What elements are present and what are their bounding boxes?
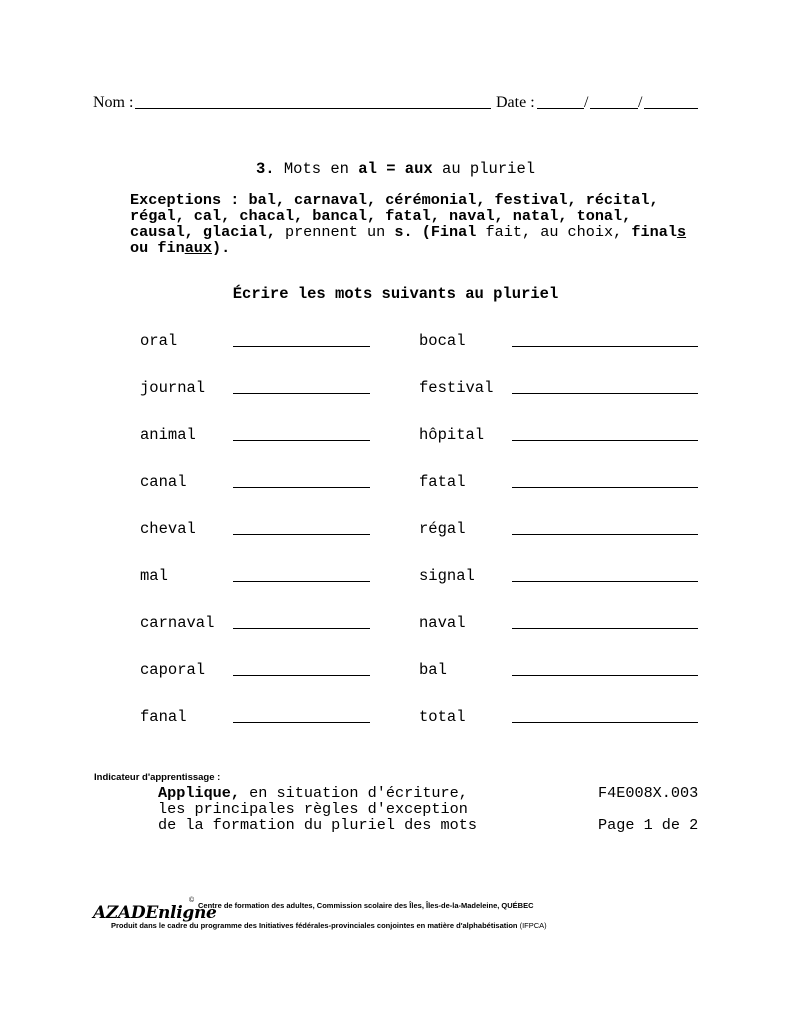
word-right: fatal [419,473,466,491]
exceptions-text: s [676,223,687,241]
answer-line-left[interactable] [233,346,370,347]
answer-line-left[interactable] [233,581,370,582]
exceptions-line: régal, cal, chacal, bancal, fatal, naval, natal, tonal, [130,207,632,225]
word-right: naval [419,614,466,632]
answer-line-right[interactable] [512,393,698,394]
credit-line: Centre de formation des adultes, Commission scolaire des Îles, Îles-de-la-Madeleine, QUÉBEC [198,901,534,910]
answer-line-left[interactable] [233,393,370,394]
exceptions-line: causal, glacial, [130,223,276,241]
answer-line-left[interactable] [233,534,370,535]
answer-line-right[interactable] [512,487,698,488]
word-left: journal [140,379,206,397]
indicator-verb: Applique, [158,784,241,802]
answer-line-right[interactable] [512,628,698,629]
word-right: signal [419,567,475,585]
answer-line-left[interactable] [233,487,370,488]
answer-line-left[interactable] [233,675,370,676]
date-label: Date : [496,94,535,111]
exceptions-text: prennent un [284,223,386,241]
exceptions-text: aux [184,239,213,257]
word-left: oral [140,332,178,350]
answer-line-left[interactable] [233,628,370,629]
word-right: bocal [419,332,466,350]
word-left: carnaval [140,614,215,632]
credit-text: Produit dans le cadre du programme des Initiatives fédérales-provinciales conjointes en matière d'alphabétisation [111,921,518,930]
word-right: régal [419,520,466,538]
word-right: festival [419,379,494,397]
section-rule: al = aux [358,160,433,178]
indicator-label: Indicateur d'apprentissage : [94,772,221,783]
word-left: animal [140,426,196,444]
name-label: Nom : [93,94,134,111]
date-day-line[interactable] [537,108,584,109]
indicator-text: en situation d'écriture, [249,784,468,802]
word-left: fanal [140,708,187,726]
indicator-line: de la formation du pluriel des mots [158,816,477,834]
document-code: F4E008X.003 [598,784,699,802]
instruction-title: Écrire les mots suivants au pluriel [232,285,559,303]
exceptions-text: s. [394,223,413,241]
exceptions-paragraph [130,192,698,256]
section-text: au pluriel [442,160,536,178]
date-slash: / [584,94,589,111]
word-left: cheval [140,520,196,538]
answer-line-right[interactable] [512,722,698,723]
answer-line-right[interactable] [512,346,698,347]
word-left: mal [140,567,168,585]
answer-line-right[interactable] [512,534,698,535]
exceptions-line: Exceptions : bal, carnaval, cérémonial, festival, récital, [130,191,659,209]
answer-line-left[interactable] [233,722,370,723]
section-text: Mots en [283,160,349,178]
exceptions-text: (Final [421,223,477,241]
answer-line-right[interactable] [512,440,698,441]
page-number: Page 1 de 2 [598,816,699,834]
exceptions-text: ). [212,239,231,257]
date-year-line[interactable] [644,108,698,109]
section-title [0,160,791,178]
date-month-line[interactable] [590,108,638,109]
answer-line-right[interactable] [512,675,698,676]
section-number: 3. [255,160,275,178]
word-right: hôpital [419,426,485,444]
name-line[interactable] [135,108,491,109]
azadenligne-logo: AZADEnligne [93,903,217,923]
exceptions-text: fait, au choix, [485,223,623,241]
word-left: canal [140,473,187,491]
copyright-symbol: © [189,897,195,904]
credit-text: (IFPCA) [519,921,547,930]
exceptions-text: final [631,223,677,241]
answer-line-left[interactable] [233,440,370,441]
word-right: total [419,708,466,726]
credit-line [111,921,547,930]
indicator-line: les principales règles d'exception [158,800,468,818]
word-right: bal [419,661,447,679]
exceptions-text: ou fin [130,239,185,257]
date-slash: / [638,94,643,111]
answer-line-right[interactable] [512,581,698,582]
word-left: caporal [140,661,206,679]
